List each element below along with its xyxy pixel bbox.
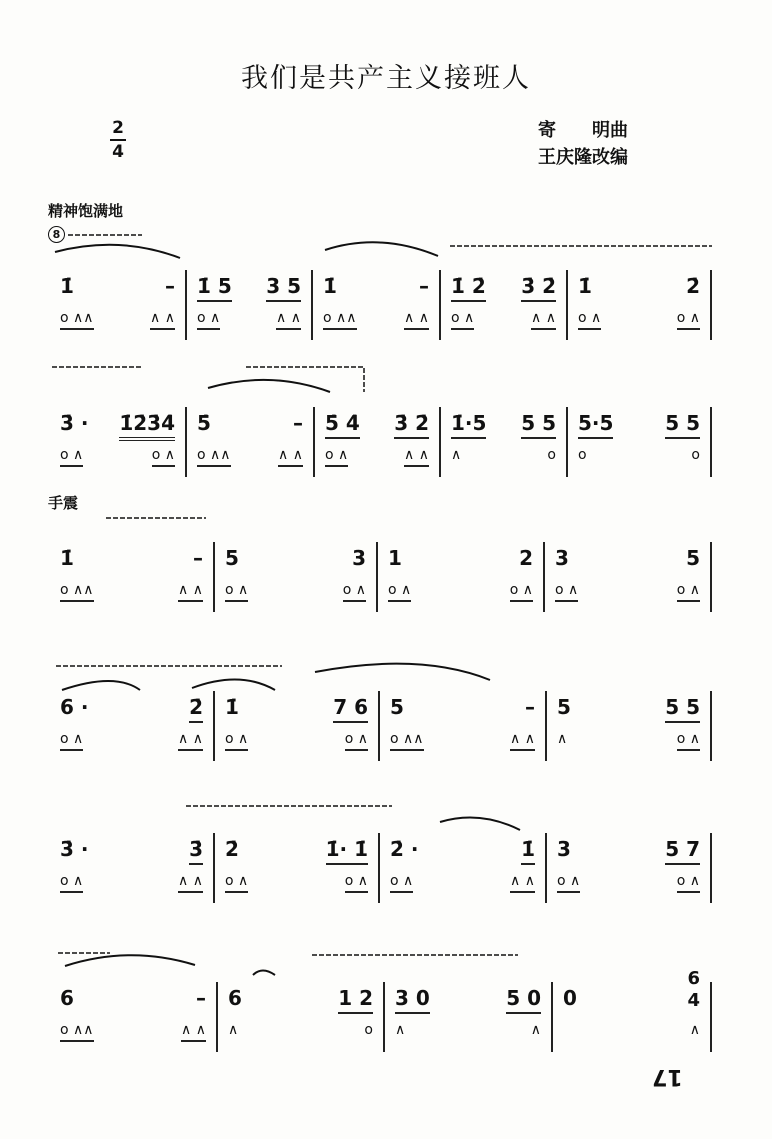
measure bbox=[378, 542, 545, 612]
note: – bbox=[193, 546, 203, 570]
articulation: ∧ ∧ bbox=[531, 310, 556, 330]
staff-row bbox=[50, 270, 714, 340]
note-group bbox=[197, 274, 301, 302]
articulation: o ∧ bbox=[388, 582, 411, 602]
slur bbox=[62, 681, 140, 690]
measure bbox=[553, 968, 712, 1052]
note: 1̇ bbox=[60, 274, 74, 298]
note: – bbox=[525, 695, 535, 719]
time-signature bbox=[106, 118, 130, 162]
measure bbox=[215, 542, 378, 612]
measure bbox=[568, 270, 712, 340]
note: – bbox=[419, 274, 429, 298]
note-group bbox=[60, 986, 206, 1012]
note: 5 5 bbox=[665, 695, 700, 723]
note-group bbox=[197, 411, 303, 437]
articulation: o ∧ bbox=[677, 873, 700, 893]
articulation-group bbox=[390, 731, 535, 751]
measure bbox=[441, 270, 568, 340]
dashed-line bbox=[246, 367, 364, 392]
row-label: 手震 bbox=[48, 494, 79, 512]
articulation: o ∧ bbox=[225, 731, 248, 751]
articulation: o ∧∧ bbox=[60, 1022, 94, 1042]
note: 5̇ 4̇ bbox=[325, 411, 360, 439]
note: 1 2 bbox=[338, 986, 373, 1014]
articulation-group bbox=[578, 310, 700, 330]
articulation: ∧ bbox=[530, 1022, 541, 1038]
note: 1̇ bbox=[225, 695, 239, 719]
note: 0 bbox=[563, 986, 577, 1010]
note: 2̇ bbox=[686, 274, 700, 298]
articulation-group bbox=[555, 582, 700, 602]
articulation: o ∧ bbox=[677, 731, 700, 751]
tempo-marking: 精神饱满地 bbox=[48, 202, 124, 220]
staff-row bbox=[50, 407, 714, 477]
note: 7 6 bbox=[333, 695, 368, 723]
note-group bbox=[390, 695, 535, 721]
note: 2̇ · bbox=[390, 837, 419, 861]
articulation: o ∧ bbox=[578, 310, 601, 330]
articulation: ∧ bbox=[689, 1022, 700, 1038]
articulation: o bbox=[578, 447, 587, 463]
note: 6 bbox=[60, 986, 74, 1010]
articulation-group bbox=[197, 447, 303, 467]
staff-row bbox=[50, 833, 714, 903]
articulation: o ∧ bbox=[60, 873, 83, 893]
note-group bbox=[323, 274, 429, 300]
articulation: o ∧ bbox=[197, 310, 220, 330]
staff-row bbox=[50, 968, 714, 1052]
articulation: ∧ bbox=[228, 1022, 239, 1038]
measure bbox=[187, 270, 313, 340]
note: 5 5 bbox=[665, 411, 700, 439]
articulation-group bbox=[60, 731, 203, 751]
note: 2̇ bbox=[189, 695, 203, 723]
articulation: o ∧ bbox=[325, 447, 348, 467]
articulation-group bbox=[197, 310, 301, 330]
articulation: o ∧ bbox=[677, 310, 700, 330]
articulation-group bbox=[60, 873, 203, 893]
note: 2 bbox=[519, 546, 533, 570]
note-group bbox=[578, 411, 700, 439]
note: – bbox=[293, 411, 303, 435]
articulation-group bbox=[388, 582, 533, 602]
slur bbox=[325, 242, 438, 256]
note: 3̇ bbox=[189, 837, 203, 865]
articulation: ∧ bbox=[395, 1022, 406, 1038]
note-group bbox=[60, 695, 203, 723]
note: 5 7 bbox=[665, 837, 700, 865]
articulation-group bbox=[60, 310, 175, 330]
note-group bbox=[390, 837, 535, 865]
note: 5 0 bbox=[506, 986, 541, 1014]
page-number: 17 bbox=[652, 1064, 683, 1089]
articulation: o ∧ bbox=[677, 582, 700, 602]
slur bbox=[55, 245, 180, 258]
note-group bbox=[60, 546, 203, 572]
articulation: o ∧ bbox=[225, 582, 248, 602]
slur bbox=[440, 818, 520, 831]
note: 1̇ bbox=[323, 274, 337, 298]
note-group bbox=[60, 837, 203, 865]
slur bbox=[192, 679, 275, 690]
note: 5 bbox=[557, 695, 571, 719]
note: 3 0 bbox=[395, 986, 430, 1014]
measure bbox=[187, 407, 315, 477]
note: 3 bbox=[555, 546, 569, 570]
articulation: o ∧ bbox=[345, 731, 368, 751]
articulation: ∧ ∧ bbox=[178, 582, 203, 602]
time-signature-bottom: 4 bbox=[112, 142, 124, 162]
time-signature-top: 2 bbox=[112, 118, 124, 138]
articulation-group bbox=[60, 447, 175, 467]
note-group bbox=[555, 546, 700, 572]
articulation: o bbox=[547, 447, 556, 463]
slur bbox=[253, 971, 275, 976]
articulation: ∧ ∧ bbox=[178, 731, 203, 751]
note: 3 bbox=[557, 837, 571, 861]
articulation: o ∧ bbox=[345, 873, 368, 893]
note: 3̇ · bbox=[60, 411, 89, 435]
note-group bbox=[228, 986, 373, 1014]
articulation bbox=[563, 1022, 567, 1040]
note: 5·5 bbox=[578, 411, 613, 439]
articulation-group bbox=[395, 1022, 541, 1040]
measure bbox=[50, 833, 215, 903]
note: – bbox=[165, 274, 175, 298]
note: 5 bbox=[225, 546, 239, 570]
arranger-credit: 王庆隆改编 bbox=[538, 147, 628, 168]
articulation: o ∧ bbox=[60, 447, 83, 467]
articulation-group bbox=[451, 310, 556, 330]
articulation: ∧ ∧ bbox=[150, 310, 175, 330]
measure bbox=[380, 833, 547, 903]
note: 1̇ bbox=[60, 546, 74, 570]
note-group bbox=[451, 411, 556, 439]
articulation: o ∧ bbox=[390, 873, 413, 893]
chord bbox=[687, 968, 700, 1012]
measure bbox=[568, 407, 712, 477]
note-group bbox=[60, 411, 175, 441]
articulation-group bbox=[60, 1022, 206, 1042]
note-group bbox=[225, 837, 368, 865]
articulation-group bbox=[228, 1022, 373, 1040]
articulation: o ∧∧ bbox=[60, 310, 94, 330]
articulation: ∧ ∧ bbox=[276, 310, 301, 330]
note: 1̇·5 bbox=[451, 411, 486, 439]
measure bbox=[547, 833, 712, 903]
measure bbox=[313, 270, 441, 340]
note-group bbox=[60, 274, 175, 300]
measure bbox=[218, 982, 385, 1052]
measure bbox=[547, 691, 712, 761]
note: 5̇ bbox=[197, 411, 211, 435]
articulation-group bbox=[451, 447, 556, 465]
articulation-group bbox=[225, 873, 368, 893]
measure bbox=[50, 982, 218, 1052]
articulation: o bbox=[691, 447, 700, 463]
articulation-group bbox=[323, 310, 429, 330]
measure bbox=[215, 691, 380, 761]
note-group bbox=[578, 274, 700, 300]
staff-row bbox=[50, 542, 714, 612]
note-group bbox=[225, 695, 368, 723]
composer-credit: 寄 明曲 bbox=[538, 120, 628, 141]
articulation-group bbox=[578, 447, 700, 465]
note: 1 bbox=[388, 546, 402, 570]
articulation-group bbox=[225, 731, 368, 751]
note: 3̇ · bbox=[60, 837, 89, 861]
note: 2̇ bbox=[225, 837, 239, 861]
articulation: ∧ ∧ bbox=[278, 447, 303, 467]
note: 3 5 bbox=[266, 274, 301, 302]
measure bbox=[50, 270, 187, 340]
measure bbox=[50, 542, 215, 612]
articulation: o bbox=[364, 1022, 373, 1038]
measure bbox=[441, 407, 568, 477]
time-signature-divider bbox=[110, 139, 126, 141]
slur bbox=[208, 380, 330, 392]
articulation: ∧ ∧ bbox=[404, 447, 429, 467]
note: 6 bbox=[228, 986, 242, 1010]
articulation: ∧ ∧ bbox=[510, 731, 535, 751]
measure bbox=[215, 833, 380, 903]
note: 1̇2̇3̇4̇ bbox=[119, 411, 175, 441]
staff-row bbox=[50, 691, 714, 761]
note-group bbox=[225, 546, 366, 572]
note: – bbox=[196, 986, 206, 1010]
articulation: o ∧ bbox=[510, 582, 533, 602]
articulation: ∧ ∧ bbox=[510, 873, 535, 893]
articulation-group bbox=[390, 873, 535, 893]
note: 1̇ bbox=[578, 274, 592, 298]
articulation: o ∧∧ bbox=[390, 731, 424, 751]
note: 5 bbox=[390, 695, 404, 719]
articulation-group bbox=[60, 582, 203, 602]
articulation: o ∧∧ bbox=[60, 582, 94, 602]
note: 4 bbox=[687, 990, 700, 1011]
articulation: o ∧ bbox=[60, 731, 83, 751]
note: 6 · bbox=[60, 695, 89, 719]
measure bbox=[380, 691, 547, 761]
articulation-group bbox=[325, 447, 429, 467]
articulation: o ∧ bbox=[343, 582, 366, 602]
articulation: ∧ ∧ bbox=[178, 873, 203, 893]
measure bbox=[545, 542, 712, 612]
note-group bbox=[388, 546, 533, 572]
articulation: o ∧∧ bbox=[197, 447, 231, 467]
articulation: ∧ bbox=[451, 447, 462, 463]
articulation: ∧ ∧ bbox=[181, 1022, 206, 1042]
articulation-group bbox=[225, 582, 366, 602]
articulation: o ∧ bbox=[555, 582, 578, 602]
articulation: o ∧ bbox=[557, 873, 580, 893]
articulation: ∧ ∧ bbox=[404, 310, 429, 330]
articulation: o ∧ bbox=[152, 447, 175, 467]
articulation: o ∧ bbox=[451, 310, 474, 330]
slur bbox=[315, 664, 490, 680]
note: 1̇ 2̇ bbox=[451, 274, 486, 302]
note: 5 5 bbox=[521, 411, 556, 439]
articulation-group bbox=[557, 731, 700, 751]
slur bbox=[65, 955, 195, 966]
articulation-group bbox=[563, 1022, 700, 1040]
note-group bbox=[325, 411, 429, 439]
articulation: o ∧∧ bbox=[323, 310, 357, 330]
note-group bbox=[395, 986, 541, 1014]
note: 5 bbox=[686, 546, 700, 570]
note: 1̇ 5 bbox=[197, 274, 232, 302]
note: 3̇ 2̇ bbox=[521, 274, 556, 302]
rehearsal-mark: 8 bbox=[48, 226, 65, 243]
note: 3̇ 2̇ bbox=[394, 411, 429, 439]
note: 6 bbox=[687, 968, 700, 989]
measure bbox=[50, 691, 215, 761]
articulation: o ∧ bbox=[225, 873, 248, 893]
note: 3 bbox=[352, 546, 366, 570]
measure bbox=[50, 407, 187, 477]
note-group bbox=[451, 274, 556, 302]
articulation-group bbox=[557, 873, 700, 893]
note-group bbox=[563, 968, 700, 1012]
note: 1̇· 1̇ bbox=[326, 837, 368, 865]
articulation: ∧ bbox=[557, 731, 568, 747]
measure bbox=[315, 407, 441, 477]
score-title: 我们是共产主义接班人 bbox=[241, 63, 531, 94]
note-group bbox=[557, 695, 700, 723]
measure bbox=[385, 982, 553, 1052]
note: 1̇ bbox=[521, 837, 535, 865]
note-group bbox=[557, 837, 700, 865]
